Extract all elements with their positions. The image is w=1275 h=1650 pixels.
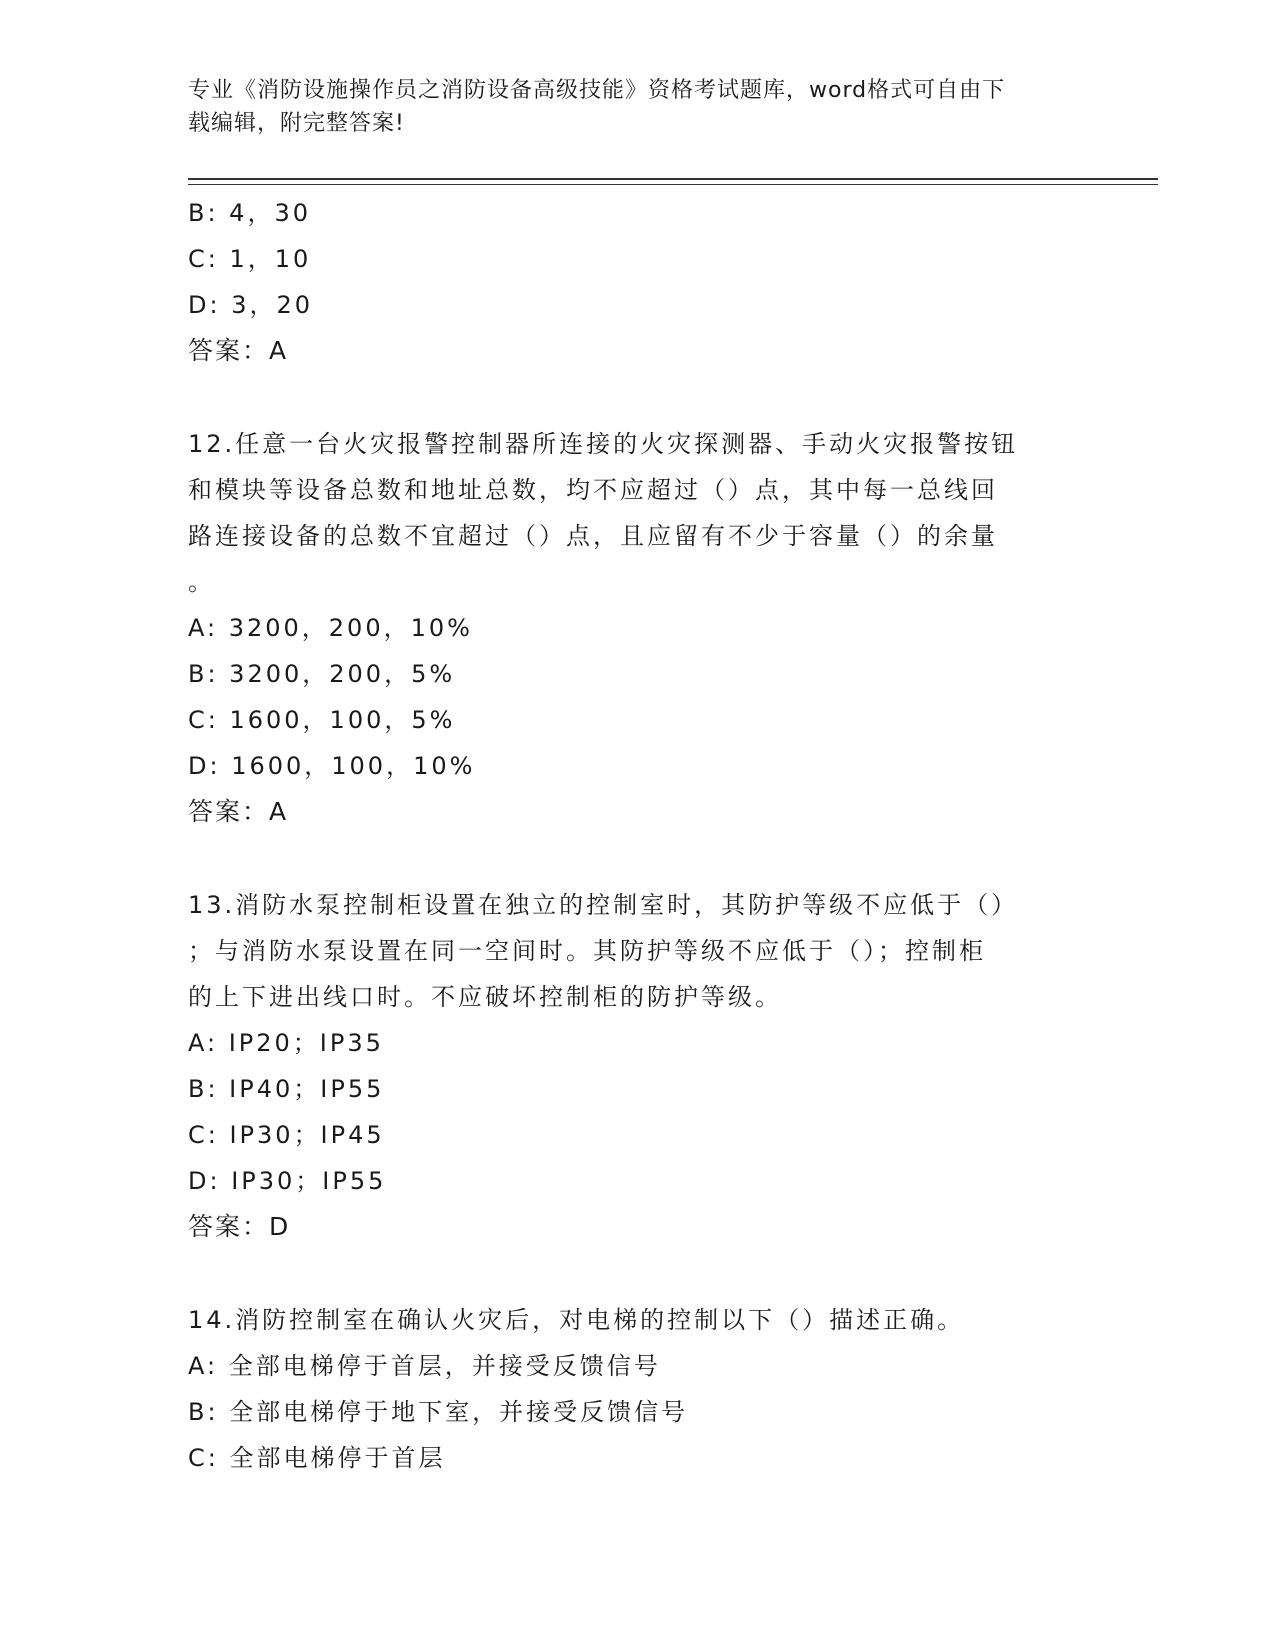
answer-label: 答案：A <box>188 336 289 365</box>
question-stem-line: 14.消防控制室在确认火灾后，对电梯的控制以下（）描述正确。 <box>188 1306 965 1334</box>
option-b: B: 3200，200，5% <box>188 660 456 688</box>
option-d: D: 3，20 <box>188 291 314 319</box>
option-d: D: IP30；IP55 <box>188 1167 387 1195</box>
header-line-1: 专业《消防设施操作员之消防设备高级技能》资格考试题库，word格式可自由下 <box>188 78 1006 103</box>
question-14 <box>188 1297 1088 1481</box>
option-b: B: 全部电梯停于地下室，并接受反馈信号 <box>188 1398 689 1426</box>
option-b: B: IP40；IP55 <box>188 1075 385 1103</box>
option-a: A: IP20；IP35 <box>188 1029 384 1057</box>
option-c: C: 1，10 <box>188 245 312 273</box>
question-stem-line: 的上下进出线口时。不应破坏控制柜的防护等级。 <box>188 983 782 1011</box>
question-gap <box>188 1250 1088 1297</box>
question-stem-line: 路连接设备的总数不宜超过（）点，且应留有不少于容量（）的余量 <box>188 522 998 550</box>
option-c: C: 全部电梯停于首层 <box>188 1444 446 1472</box>
question-stem-line: 和模块等设备总数和地址总数，均不应超过（）点，其中每一总线回 <box>188 476 998 504</box>
header-divider-thick <box>188 178 1158 180</box>
answer-label: 答案：A <box>188 797 289 826</box>
question-stem-line: 12.任意一台火灾报警控制器所连接的火灾探测器、手动火灾报警按钮 <box>188 430 1019 458</box>
question-gap <box>188 835 1088 882</box>
option-c: C: 1600，100，5% <box>188 706 456 734</box>
header-line-2: 载编辑，附完整答案! <box>188 111 405 136</box>
option-c: C: IP30；IP45 <box>188 1121 385 1149</box>
header-divider-thin <box>188 184 1158 185</box>
question-stem-line: 13.消防水泵控制柜设置在独立的控制室时，其防护等级不应低于（） <box>188 891 1019 919</box>
question-stem-line: ；与消防水泵设置在同一空间时。其防护等级不应低于（）；控制柜 <box>188 937 986 965</box>
question-12 <box>188 421 1088 835</box>
option-a: A: 全部电梯停于首层，并接受反馈信号 <box>188 1352 661 1380</box>
question-13 <box>188 882 1088 1250</box>
option-b: B: 4，30 <box>188 199 311 227</box>
option-a: A: 3200，200，10% <box>188 614 473 642</box>
option-d: D: 1600，100，10% <box>188 752 476 780</box>
question-content <box>188 190 1088 1481</box>
question-gap <box>188 374 1088 421</box>
document-header <box>188 74 1088 140</box>
answer-label: 答案：D <box>188 1212 291 1241</box>
question-11-continued <box>188 190 1088 374</box>
question-stem-line: 。 <box>188 568 215 596</box>
